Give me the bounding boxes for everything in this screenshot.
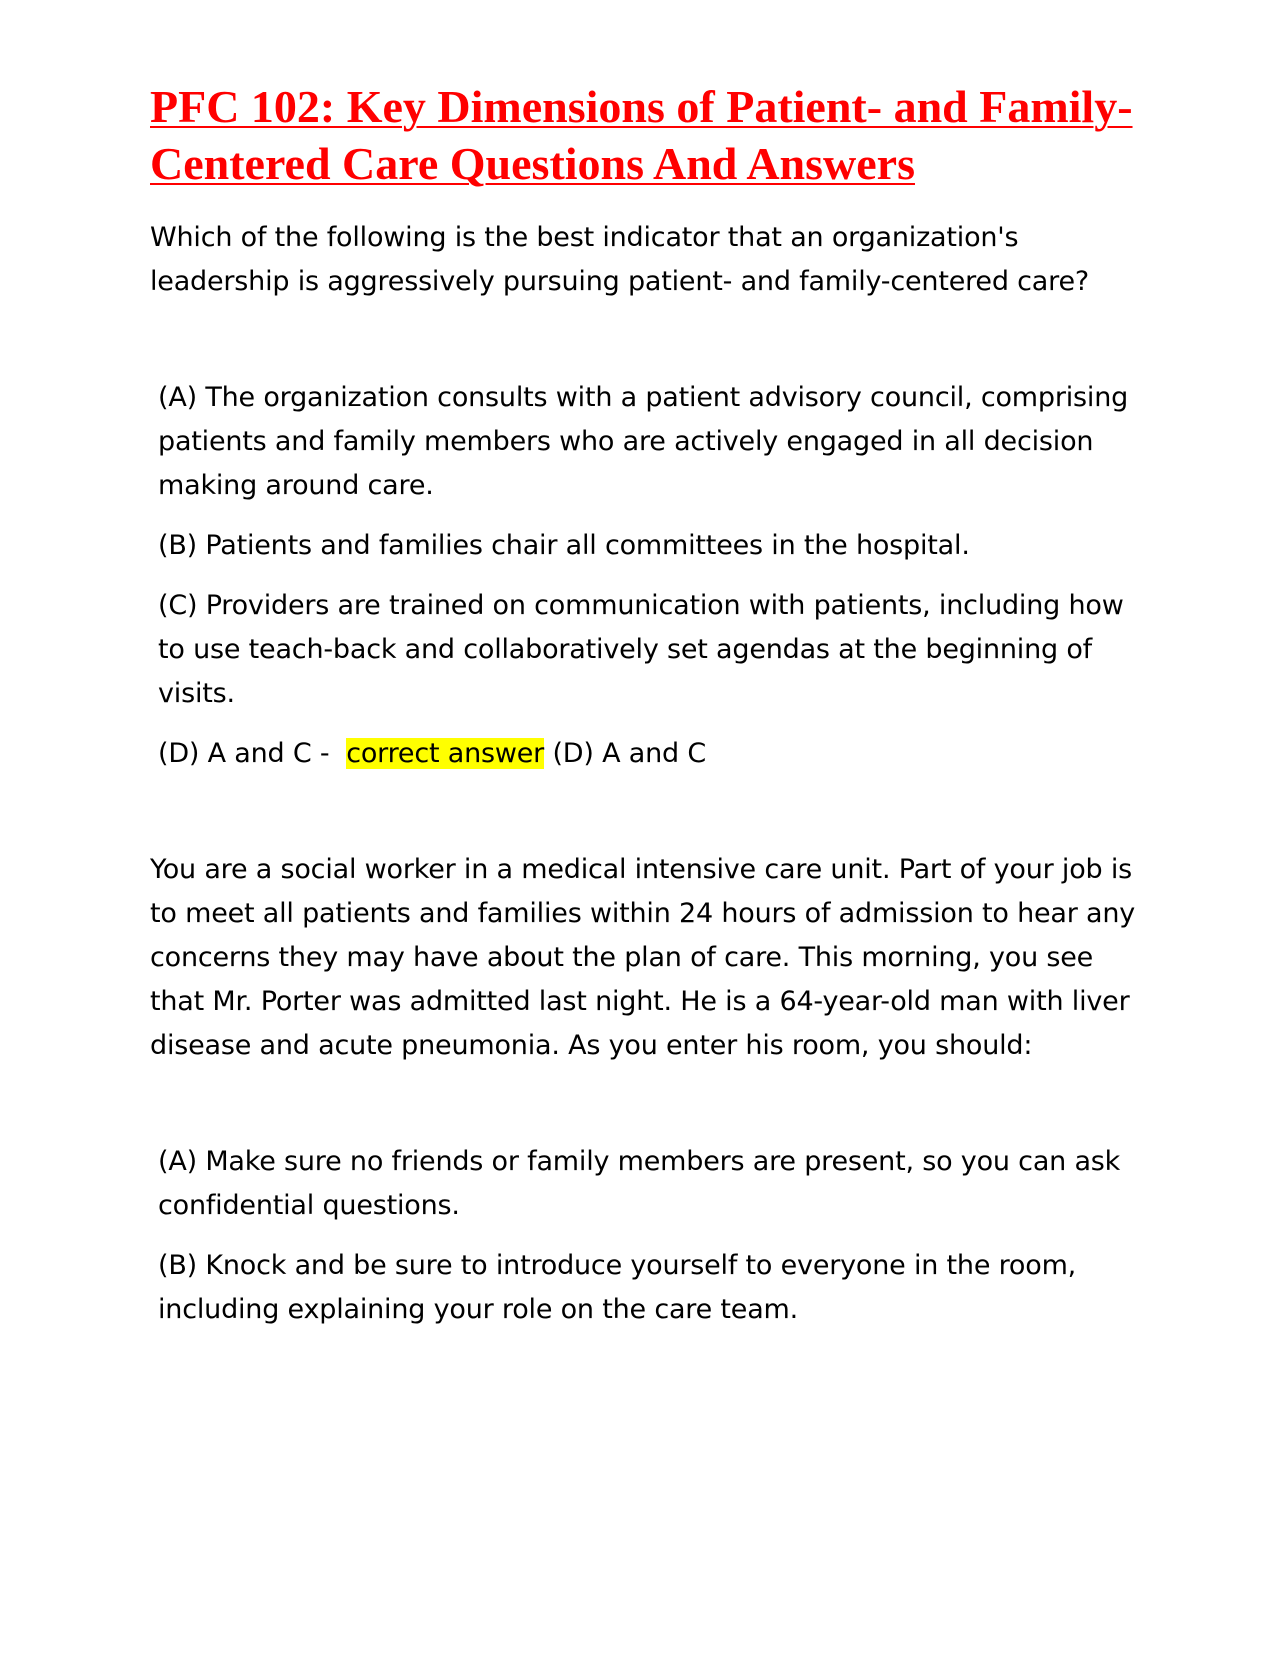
- correct-answer-value: (D) A and C: [552, 738, 706, 769]
- question-1-option-c: (C) Providers are trained on communication with patients, including how to use teach-back and collaboratively set agendas at the beginning of visits.: [158, 590, 1124, 709]
- question-1-option-b: (B) Patients and families chair all committees in the hospital.: [158, 530, 970, 561]
- question-1-option-d: [150, 732, 1140, 776]
- spacer: [150, 1068, 1140, 1140]
- question-1-prompt: Which of the following is the best indicator that an organization's leadership is aggressively pursuing patient- and family-centered care?: [150, 222, 1089, 297]
- question-2-option-b: (B) Knock and be sure to introduce yourself to everyone in the room, including explaining your role on the care team.: [158, 1250, 1077, 1325]
- question-2-option-a: (A) Make sure no friends or family members are present, so you can ask confidential questions.: [158, 1146, 1121, 1221]
- question-1-options: [150, 376, 1140, 776]
- question-2-options: [150, 1140, 1140, 1332]
- question-1-option-a: (A) The organization consults with a patient advisory council, comprising patients and family members who are actively engaged in all decision making around care.: [158, 382, 1129, 501]
- correct-answer-label: correct answer: [346, 738, 545, 769]
- page-title: PFC 102: Key Dimensions of Patient- and Family-Centered Care Questions And Answers: [150, 81, 1133, 189]
- document-content: [150, 78, 1140, 1332]
- spacer: [150, 776, 1140, 848]
- question-2-prompt: You are a social worker in a medical intensive care unit. Part of your job is to meet all patients and families within 24 hours of admission to hear any concerns they may have about the plan of care. This morning, you see that Mr. Porter was admitted last night. He is a 64-year-old man with liver disease and acute pneumonia. As you enter his room, you should:: [150, 854, 1136, 1061]
- question-1-option-d-text: (D) A and C -: [158, 738, 330, 769]
- spacer: [150, 304, 1140, 376]
